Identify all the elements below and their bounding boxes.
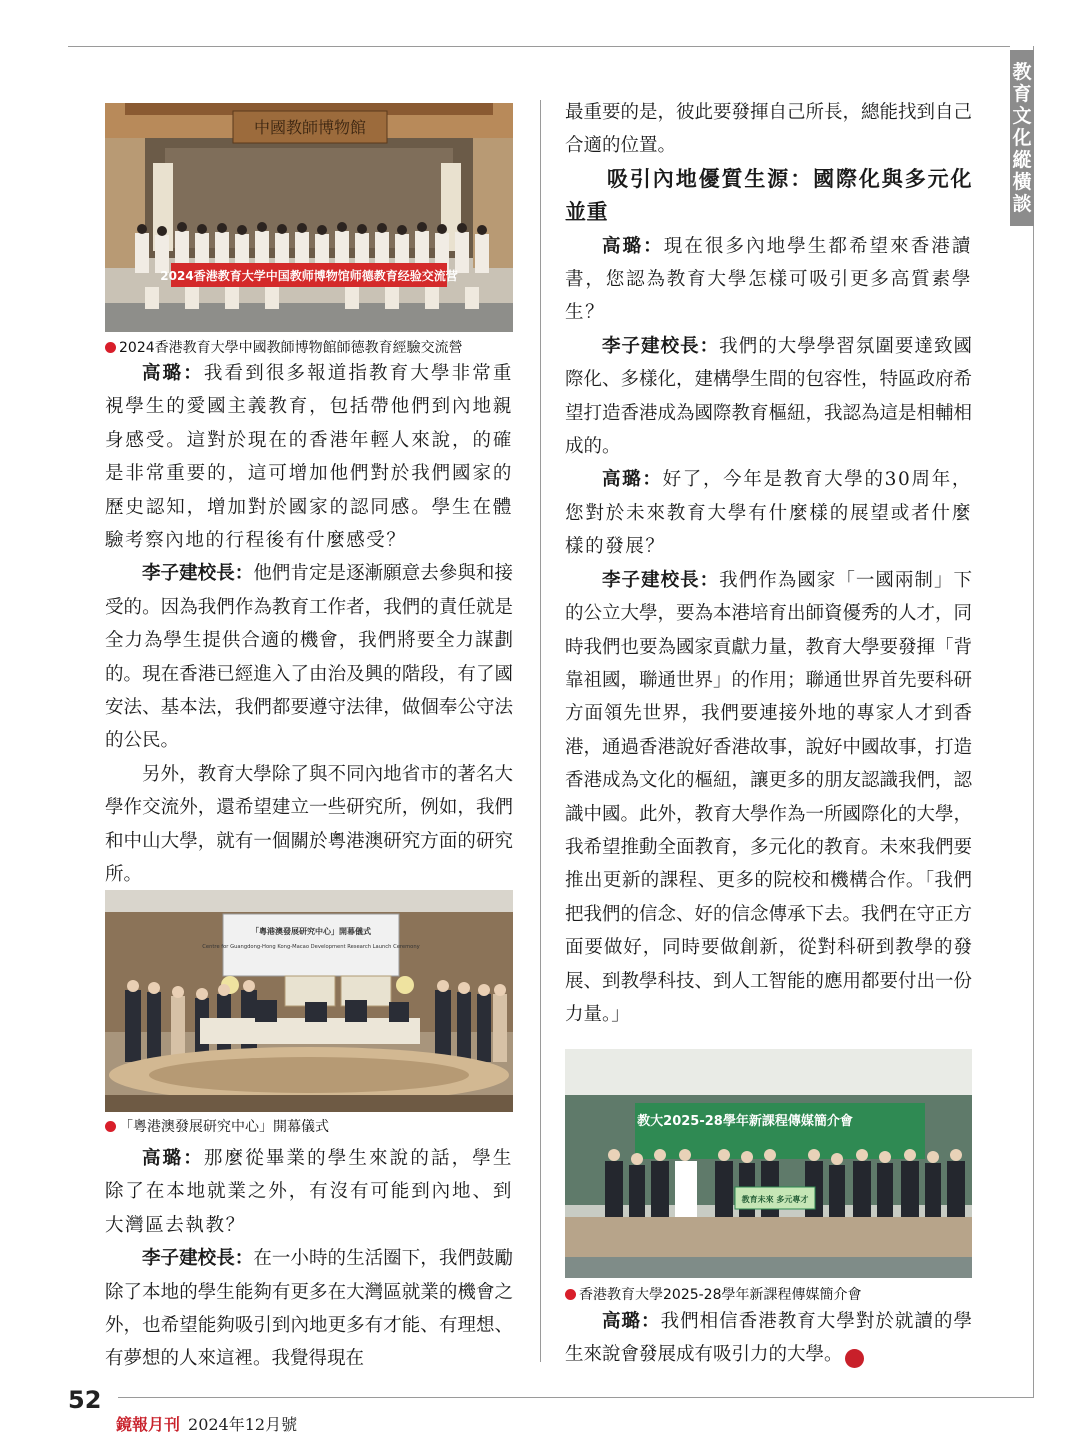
paragraph bbox=[105, 1242, 513, 1376]
museum-photo-caption bbox=[105, 337, 463, 357]
paragraph-text: 那麼從畢業的學生來說的話，學生除了在本地就業之外，有沒有可能到內地、到大灣區去執教？ bbox=[105, 1148, 513, 1236]
museum-group-photo bbox=[105, 103, 513, 332]
speaker-label: 李子建校長： bbox=[602, 569, 720, 591]
paragraph bbox=[105, 357, 513, 557]
section-tab-char: 文 bbox=[1012, 105, 1032, 127]
section-tab-char: 化 bbox=[1012, 127, 1032, 149]
paragraph bbox=[565, 1305, 972, 1372]
section-tab bbox=[1010, 50, 1034, 226]
briefing-screen-title: 教大2025-28學年新課程傳媒簡介會 bbox=[637, 1114, 853, 1129]
paragraph-text: 最重要的是，彼此要發揮自己所長，總能找到自己合適的位置。 bbox=[565, 102, 973, 157]
ceremony-photo-caption bbox=[105, 1116, 329, 1136]
right-column-text bbox=[565, 96, 972, 1031]
speaker-label: 高璐： bbox=[142, 363, 204, 384]
paragraph bbox=[565, 96, 972, 163]
paragraph-text: 另外，教育大學除了與不同內地省市的著名大學作交流外，還希望建立一些研究所，例如，我們和中山大學，就有一個關於粵港澳研究方面的研究所。 bbox=[105, 763, 513, 886]
caption-bullet bbox=[105, 1121, 116, 1132]
briefing-photo-caption bbox=[565, 1284, 862, 1304]
caption-text: 2024香港教育大學中國教師博物館師德教育經驗交流營 bbox=[119, 340, 463, 356]
paragraph bbox=[105, 557, 513, 757]
caption-text: 「粵港澳發展研究中心」開幕儀式 bbox=[119, 1119, 329, 1135]
caption-bullet bbox=[105, 342, 116, 353]
right-column-text-bottom bbox=[565, 1305, 972, 1372]
magazine-name: 鏡報月刊 bbox=[116, 1415, 181, 1434]
speaker-label: 高璐： bbox=[602, 469, 663, 491]
paragraph-text: 我看到很多報道指教育大學非常重視學生的愛國主義教育，包括帶他們到內地親身感受。這對於現在的香港年輕人來說，的確是非常重要的，這可增加他們對於我們國家的歷史認知，增加對於國家的認同感。學生在體驗考察內地的行程後有什麼感受？ bbox=[105, 363, 513, 552]
speaker-label: 李子建校長： bbox=[142, 1248, 254, 1270]
bottom-rule bbox=[118, 1397, 1034, 1398]
column-divider bbox=[540, 100, 541, 1362]
section-tab-char: 教 bbox=[1012, 61, 1032, 83]
paragraph bbox=[105, 758, 513, 892]
top-rule bbox=[68, 46, 1010, 47]
paragraph-text: 我們的大學學習氛圍要達致國際化、多樣化，建構學生間的包容性，特區政府希望打造香港成為國際教育樞紐，我認為這是相輔相成的。 bbox=[565, 335, 973, 458]
caption-bullet bbox=[565, 1289, 576, 1300]
paragraph bbox=[105, 1142, 513, 1242]
paragraph-text: 在一小時的生活圈下，我們鼓勵除了本地的學生能夠有更多在大灣區就業的機會之外，也希望能夠吸引到內地更多有才能、有理想、有夢想的人來這裡。我覺得現在 bbox=[105, 1248, 513, 1370]
footer-magazine bbox=[116, 1412, 297, 1435]
page-number: 52 bbox=[68, 1386, 102, 1414]
issue-date: 2024年12月號 bbox=[188, 1415, 298, 1434]
paragraph bbox=[565, 463, 972, 563]
paragraph-text: 他們肯定是逐漸願意去參與和接受的。因為我們作為教育工作者，我們的責任就是全力為學生提供合適的機會，我們將要全力謀劃的。現在香港已經進入了由治及興的階段，有了國安法、基本法，我們都要遵守法律，做個奉公守法的公民。 bbox=[105, 563, 513, 752]
speaker-label: 高璐： bbox=[142, 1148, 204, 1169]
paragraph bbox=[565, 564, 972, 1032]
paragraph-text: 現在很多內地學生都希望來香港讀書，您認為教育大學怎樣可吸引更多高質素學生？ bbox=[565, 235, 972, 324]
museum-banner-text: 2024香港教育大学中国教师博物馆师德教育经验交流营 bbox=[160, 269, 458, 283]
paragraph-text: 好了，今年是教育大學的30周年，您對於未來教育大學有什麼樣的展望或者什麼樣的發展？ bbox=[565, 469, 972, 558]
speaker-label: 李子建校長： bbox=[602, 335, 720, 357]
briefing-board-text: 教育未來 多元專才 bbox=[741, 1195, 809, 1204]
section-subheading: 吸引內地優質生源：國際化與多元化並重 bbox=[565, 166, 972, 225]
right-rule bbox=[1033, 46, 1034, 1398]
section-tab-char: 橫 bbox=[1012, 171, 1032, 193]
paragraph bbox=[565, 330, 972, 464]
speaker-label: 高璐： bbox=[602, 1311, 661, 1332]
ceremony-photo bbox=[105, 890, 513, 1112]
museum-sign-text: 中國教師博物館 bbox=[253, 118, 367, 137]
section-tab-char: 育 bbox=[1012, 83, 1032, 105]
speaker-label: 李子建校長： bbox=[142, 563, 254, 585]
ceremony-screen-title: 「粵港澳發展研究中心」開幕儀式 bbox=[251, 927, 371, 936]
briefing-photo bbox=[565, 1049, 972, 1278]
paragraph bbox=[565, 230, 972, 330]
left-column-text-bottom bbox=[105, 1142, 513, 1376]
left-column-text-top bbox=[105, 357, 513, 892]
caption-text: 香港教育大學2025-28學年新課程傳媒簡介會 bbox=[579, 1287, 862, 1303]
speaker-label: 高璐： bbox=[602, 235, 664, 257]
section-tab-char: 縱 bbox=[1012, 149, 1032, 171]
paragraph-text: 我們作為國家「一國兩制」下的公立大學，要為本港培育出師資優秀的人才，同時我們也要為國家貢獻力量，教育大學要發揮「背靠祖國，聯通世界」的作用；聯通世界首先要科研方面領先世界，我們要連接外地的專家人才到香港，通過香港說好香港故事，說好中國故事，打造香港成為文化的樞紐，讓更多的朋友認識我們，認識中國。此外，教育大學作為一所國際化的大學，我希望推動全面教育，多元化的教育。未來我們要推出更新的課程、更多的院校和機構合作。「我們把我們的信念、好的信念傳承下去。我們在守正方面要做好，同時要做創新，從對科研到教學的發展、到教學科技、到人工智能的應用都要付出一份力量。」 bbox=[565, 569, 973, 1025]
ceremony-screen-subtitle: Centre for Guangdong-Hong Kong-Macao Development Research Launch Ceremony bbox=[202, 944, 420, 950]
paragraph-text: 我們相信香港教育大學對於就讀的學生來說會發展成有吸引力的大學。 bbox=[565, 1311, 972, 1366]
end-mark-icon: 鏡 bbox=[845, 1349, 864, 1368]
section-tab-char: 談 bbox=[1012, 193, 1032, 215]
